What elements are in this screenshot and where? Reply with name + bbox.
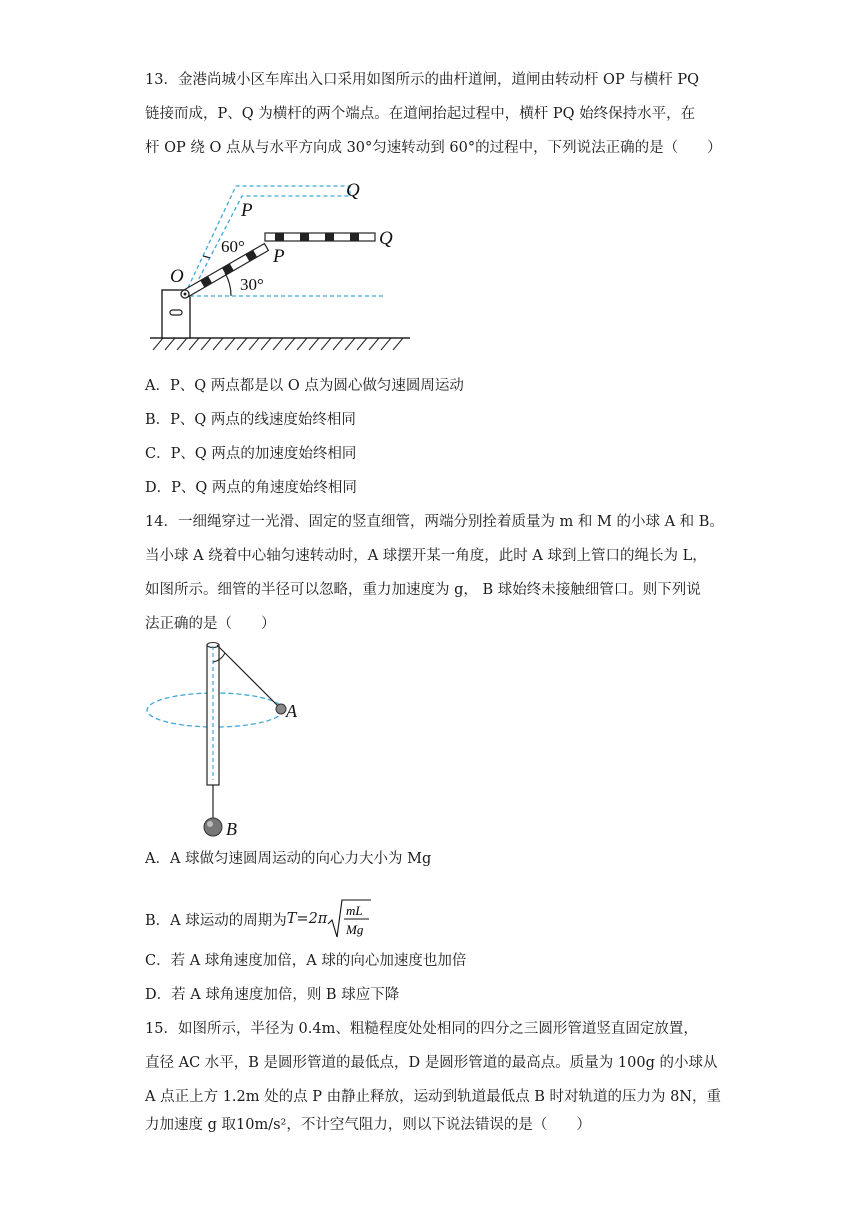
q13-stem-line-2: 链接而成，P、Q 为横杆的两个端点。在道闸抬起过程中，横杆 PQ 始终保持水平，在: [145, 106, 696, 122]
label-q-upper: Q: [346, 180, 360, 201]
angle-30-arc: [225, 273, 231, 296]
label-angle-30: 30°: [240, 275, 264, 294]
bar-pq: [265, 233, 375, 241]
q13-option-b: B．P、Q 两点的线速度始终相同: [145, 412, 356, 428]
q14-option-c: C．若 A 球角速度加倍，A 球的向心加速度也加倍: [145, 953, 467, 969]
q13-option-a: A．P、Q 两点都是以 O 点为圆心做匀速圆周运动: [145, 378, 464, 394]
ball-a: [276, 704, 286, 714]
ball-b: [204, 818, 222, 836]
q14-stem-line-3: 如图所示。细管的半径可以忽略，重力加速度为 g， B 球始终未接触细管口。则下列说: [145, 582, 701, 598]
q14-option-a: A．A 球做匀速圆周运动的向心力大小为 Mg: [145, 851, 432, 867]
label-o: O: [170, 266, 184, 287]
q15-stem-line-1: 15．如图所示，半径为 0.4m、粗糙程度处处相同的四分之三圆形管道竖直固定放置，: [145, 1021, 698, 1037]
formula-numerator: mL: [346, 903, 363, 918]
q14-option-b-text: B．A 球运动的周期为: [145, 913, 287, 929]
q13-option-d: D．P、Q 两点的角速度始终相同: [145, 480, 357, 496]
q14-stem-line-2: 当小球 A 绕着中心轴匀速转动时，A 球摆开某一角度，此时 A 球到上管口的绳长为 L，: [145, 548, 707, 564]
q14-option-d: D．若 A 球角速度加倍，则 B 球应下降: [145, 987, 400, 1003]
q13-stem-line-1: 13．金港尚城小区车库出入口采用如图所示的曲杆道闸，道闸由转动杆 OP 与横杆 PQ: [145, 72, 700, 88]
angle-60-arc: [203, 256, 210, 258]
label-p-upper: P: [241, 200, 253, 221]
q15-stem-line-4: 力加速度 g 取10m/s²，不计空气阻力，则以下说法错误的是（ ）: [145, 1117, 591, 1133]
string-to-a: [217, 645, 280, 708]
label-angle-60: 60°: [221, 237, 245, 256]
label-q-lower: Q: [379, 228, 393, 249]
q15-stem-line-3: A 点正上方 1.2m 处的点 P 由静止释放，运动到轨道最低点 B 时对轨道的压力为 8N，重: [145, 1089, 721, 1105]
q14-tube-pendulum-figure: [140, 640, 310, 845]
sqrt-sign: [327, 898, 371, 940]
q14-stem-line-4: 法正确的是（ ）: [145, 616, 276, 632]
q14-stem-line-1: 14．一细绳穿过一光滑、固定的竖直细管，两端分别拴着质量为 m 和 M 的小球 A 和 B。: [145, 514, 724, 530]
q13-stem-line-3: 杆 OP 绕 O 点从与水平方向成 30°匀速转动到 60°的过程中，下列说法正确的是（ ）: [145, 140, 722, 156]
period-formula: [287, 898, 372, 940]
q14-option-b: [145, 900, 371, 942]
q13-option-c: C．P、Q 两点的加速度始终相同: [145, 446, 357, 462]
formula-denominator: Mg: [346, 922, 364, 937]
formula-lhs: T=2π: [286, 911, 328, 927]
label-b: B: [226, 819, 237, 839]
label-a: A: [286, 701, 297, 721]
vertical-tube: [207, 645, 219, 785]
q15-stem-line-2: 直径 AC 水平，B 是圆形管道的最低点，D 是圆形管道的最高点。质量为 100g 的小球从: [145, 1055, 718, 1071]
ground-hatching: [153, 338, 403, 350]
q13-barrier-gate-figure: [145, 172, 425, 357]
label-p-lower: P: [273, 246, 285, 267]
